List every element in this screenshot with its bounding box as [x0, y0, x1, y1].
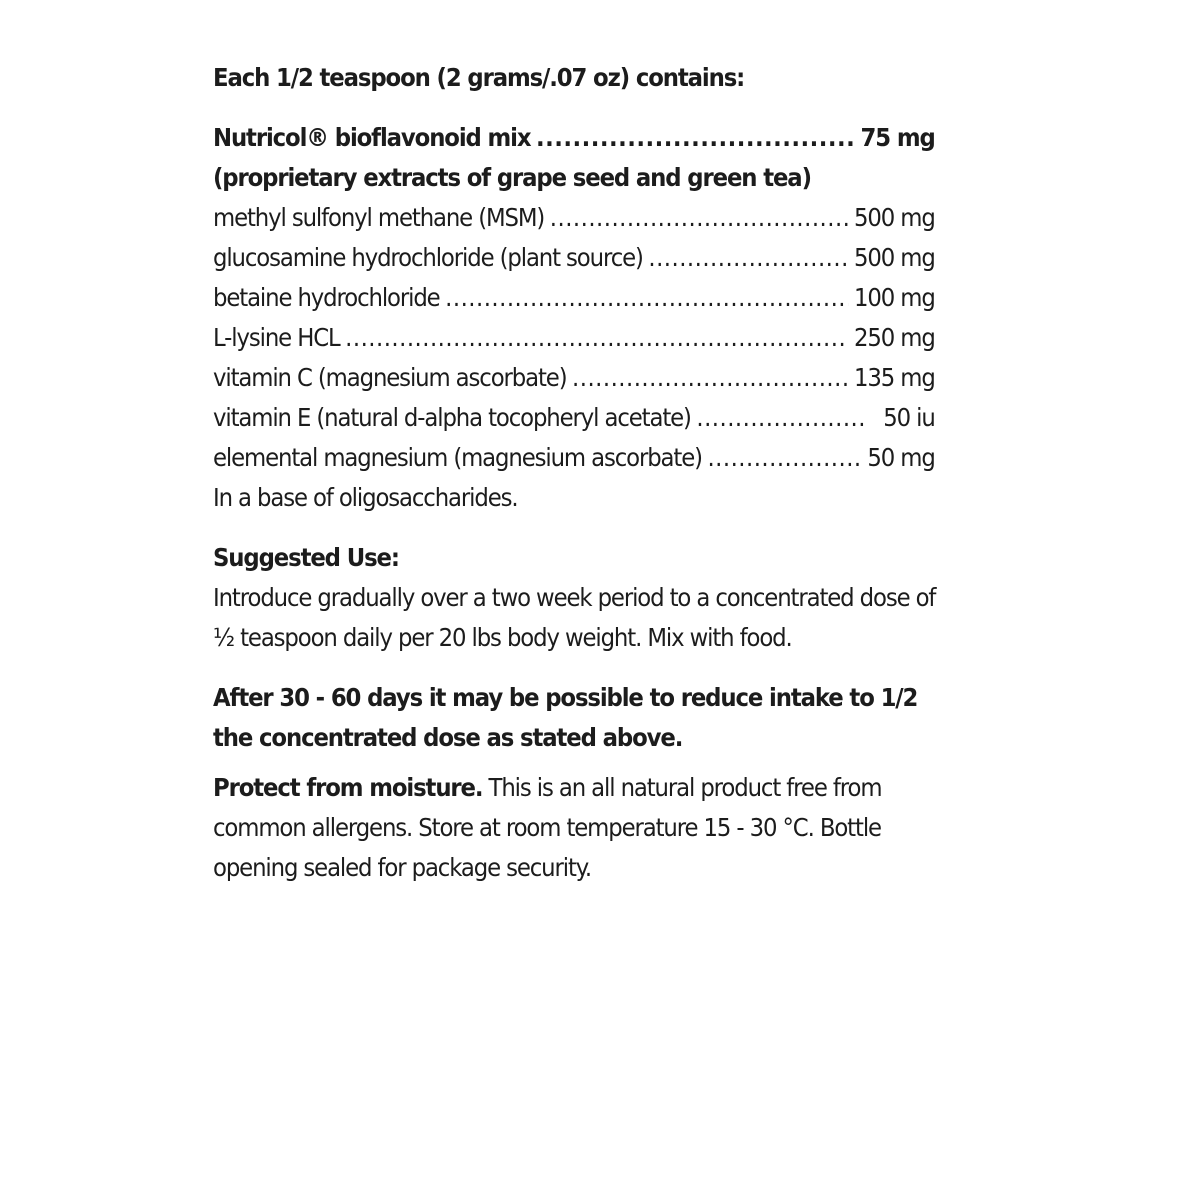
after-note-line: After 30 - 60 days it may be possible to reduce intake to 1/2: [213, 683, 918, 712]
ingredient-amount: 135 mg: [853, 363, 935, 392]
supplement-label: [213, 58, 935, 888]
ingredient-row: [213, 238, 935, 278]
ingredient-name: elemental magnesium (magnesium ascorbate): [213, 443, 702, 472]
suggested-use-line: ½ teaspoon daily per 20 lbs body weight. Mix with food.: [213, 623, 792, 652]
ingredient-row: [213, 278, 935, 318]
ingredient-row: [213, 198, 935, 238]
primary-ingredient-row: [213, 118, 935, 158]
ingredient-row: [213, 358, 935, 398]
dot-leader: [572, 358, 848, 398]
storage-line: opening sealed for package security.: [213, 853, 592, 882]
ingredient-name: vitamin E (natural d-alpha tocopheryl acetate): [213, 403, 691, 432]
ingredient-name: L-lysine HCL: [213, 323, 340, 352]
suggested-use-line: Introduce gradually over a two week period to a concentrated dose of: [213, 583, 936, 612]
ingredient-name: glucosamine hydrochloride (plant source): [213, 243, 643, 272]
dot-leader: [550, 198, 849, 238]
spacer: [213, 518, 935, 538]
ingredient-amount: 50 mg: [867, 443, 935, 472]
storage-line: [213, 768, 935, 808]
serving-header: Each 1/2 teaspoon (2 grams/.07 oz) contains:: [213, 63, 745, 92]
dot-leader: [696, 398, 864, 438]
ingredient-amount: 500 mg: [853, 203, 935, 232]
spacer: [213, 658, 935, 678]
ingredient-name: methyl sulfonyl methane (MSM): [213, 203, 545, 232]
ingredient-row: [213, 318, 935, 358]
base-note: In a base of oligosaccharides.: [213, 483, 518, 512]
ingredient-amount: 250 mg: [853, 323, 935, 352]
dot-leader: [536, 118, 855, 158]
dot-leader: [648, 238, 848, 278]
spacer: [213, 98, 935, 118]
ingredient-name: Nutricol® bioflavonoid mix: [213, 123, 531, 152]
ingredient-amount: 500 mg: [853, 243, 935, 272]
storage-line: common allergens. Store at room temperature 15 - 30 °C. Bottle: [213, 813, 881, 842]
storage-warning: Protect from moisture.: [213, 773, 483, 802]
ingredient-row: [213, 398, 935, 438]
suggested-use-heading: Suggested Use:: [213, 543, 399, 572]
dot-leader: [445, 278, 848, 318]
ingredient-name: vitamin C (magnesium ascorbate): [213, 363, 567, 392]
dot-leader: [345, 318, 848, 358]
ingredient-amount: 50 iu: [883, 403, 935, 432]
ingredient-name: betaine hydrochloride: [213, 283, 440, 312]
ingredient-amount: 75 mg: [860, 123, 935, 152]
primary-ingredient-note: (proprietary extracts of grape seed and green tea): [213, 163, 811, 192]
storage-text: This is an all natural product free from: [482, 773, 882, 802]
dot-leader: [707, 438, 861, 478]
after-note-line: the concentrated dose as stated above.: [213, 723, 683, 752]
ingredient-row: [213, 438, 935, 478]
spacer: [213, 758, 935, 768]
ingredient-amount: 100 mg: [853, 283, 935, 312]
